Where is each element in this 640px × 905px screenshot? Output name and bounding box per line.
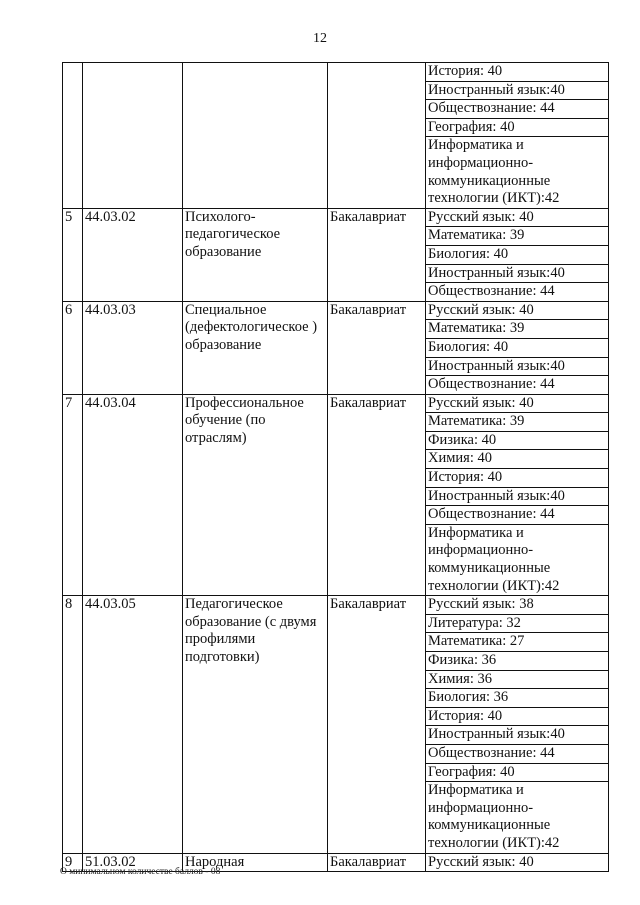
subject-score-cell: Русский язык: 40 — [426, 853, 609, 872]
subject-score-cell: Химия: 40 — [426, 450, 609, 469]
subject-score-cell: География: 40 — [426, 118, 609, 137]
program-code-cell: 44.03.03 — [83, 301, 183, 394]
row-number-cell: 7 — [63, 394, 83, 596]
subject-score-cell: Математика: 39 — [426, 227, 609, 246]
subject-score-cell: История: 40 — [426, 469, 609, 488]
subject-score-cell: Информатика и информационно-коммуникационные технологии (ИКТ):42 — [426, 524, 609, 595]
subject-score-cell: История: 40 — [426, 63, 609, 82]
program-code-cell: 51.03.02 — [83, 853, 183, 872]
education-level-cell: Бакалавриат — [328, 853, 426, 872]
subject-score-cell: История: 40 — [426, 707, 609, 726]
subject-score-cell: Иностранный язык:40 — [426, 81, 609, 100]
subject-score-cell: Биология: 36 — [426, 689, 609, 708]
row-number-cell: 8 — [63, 596, 83, 853]
subject-score-cell: Иностранный язык:40 — [426, 726, 609, 745]
subject-score-cell: Химия: 36 — [426, 670, 609, 689]
subject-score-cell: Иностранный язык:40 — [426, 487, 609, 506]
table-row — [63, 301, 609, 320]
table-row — [63, 394, 609, 413]
subject-score-cell: Русский язык: 40 — [426, 208, 609, 227]
subject-score-cell: Русский язык: 40 — [426, 394, 609, 413]
subject-score-cell: Русский язык: 38 — [426, 596, 609, 615]
subject-score-cell: Информатика и информационно-коммуникационные технологии (ИКТ):42 — [426, 137, 609, 208]
program-code-cell — [83, 63, 183, 209]
education-level-cell: Бакалавриат — [328, 301, 426, 394]
subject-score-cell: Обществознание: 44 — [426, 506, 609, 525]
table-row — [63, 596, 609, 615]
education-level-cell: Бакалавриат — [328, 394, 426, 596]
subject-score-cell: Биология: 40 — [426, 245, 609, 264]
table-body — [63, 63, 609, 872]
subject-score-cell: Обществознание: 44 — [426, 744, 609, 763]
page-number: 12 — [313, 31, 327, 46]
subject-score-cell: Математика: 27 — [426, 633, 609, 652]
footer-note: О минимальном количестве баллов - 08 — [60, 867, 221, 877]
subject-score-cell: Математика: 39 — [426, 320, 609, 339]
subject-score-cell: Литература: 32 — [426, 614, 609, 633]
subject-score-cell: Иностранный язык:40 — [426, 264, 609, 283]
program-name-cell: Профессиональное обучение (по отраслям) — [183, 394, 328, 596]
education-level-cell: Бакалавриат — [328, 596, 426, 853]
row-number-cell: 5 — [63, 208, 83, 301]
subject-score-cell: География: 40 — [426, 763, 609, 782]
subject-score-cell: Информатика и информационно-коммуникационные технологии (ИКТ):42 — [426, 782, 609, 853]
row-number-cell: 6 — [63, 301, 83, 394]
subject-score-cell: Физика: 36 — [426, 652, 609, 671]
program-name-cell: Психолого-педагогическое образование — [183, 208, 328, 301]
min-scores-table — [62, 62, 609, 872]
subject-score-cell: Иностранный язык:40 — [426, 357, 609, 376]
subject-score-cell: Физика: 40 — [426, 431, 609, 450]
subject-score-cell: Обществознание: 44 — [426, 283, 609, 302]
row-number-cell: 9 — [63, 853, 83, 872]
program-code-cell: 44.03.02 — [83, 208, 183, 301]
subject-score-cell: Обществознание: 44 — [426, 376, 609, 395]
education-level-cell: Бакалавриат — [328, 208, 426, 301]
education-level-cell — [328, 63, 426, 209]
table-row — [63, 63, 609, 82]
program-name-cell: Педагогическое образование (с двумя профилями подготовки) — [183, 596, 328, 853]
row-number-cell — [63, 63, 83, 209]
program-name-cell — [183, 63, 328, 209]
program-code-cell: 44.03.04 — [83, 394, 183, 596]
subject-score-cell: Математика: 39 — [426, 413, 609, 432]
table-row — [63, 208, 609, 227]
subject-score-cell: Биология: 40 — [426, 338, 609, 357]
program-name-cell: Специальное (дефектологическое ) образование — [183, 301, 328, 394]
program-name-cell: Народная — [183, 853, 328, 872]
subject-score-cell: Русский язык: 40 — [426, 301, 609, 320]
program-code-cell: 44.03.05 — [83, 596, 183, 853]
subject-score-cell: Обществознание: 44 — [426, 100, 609, 119]
